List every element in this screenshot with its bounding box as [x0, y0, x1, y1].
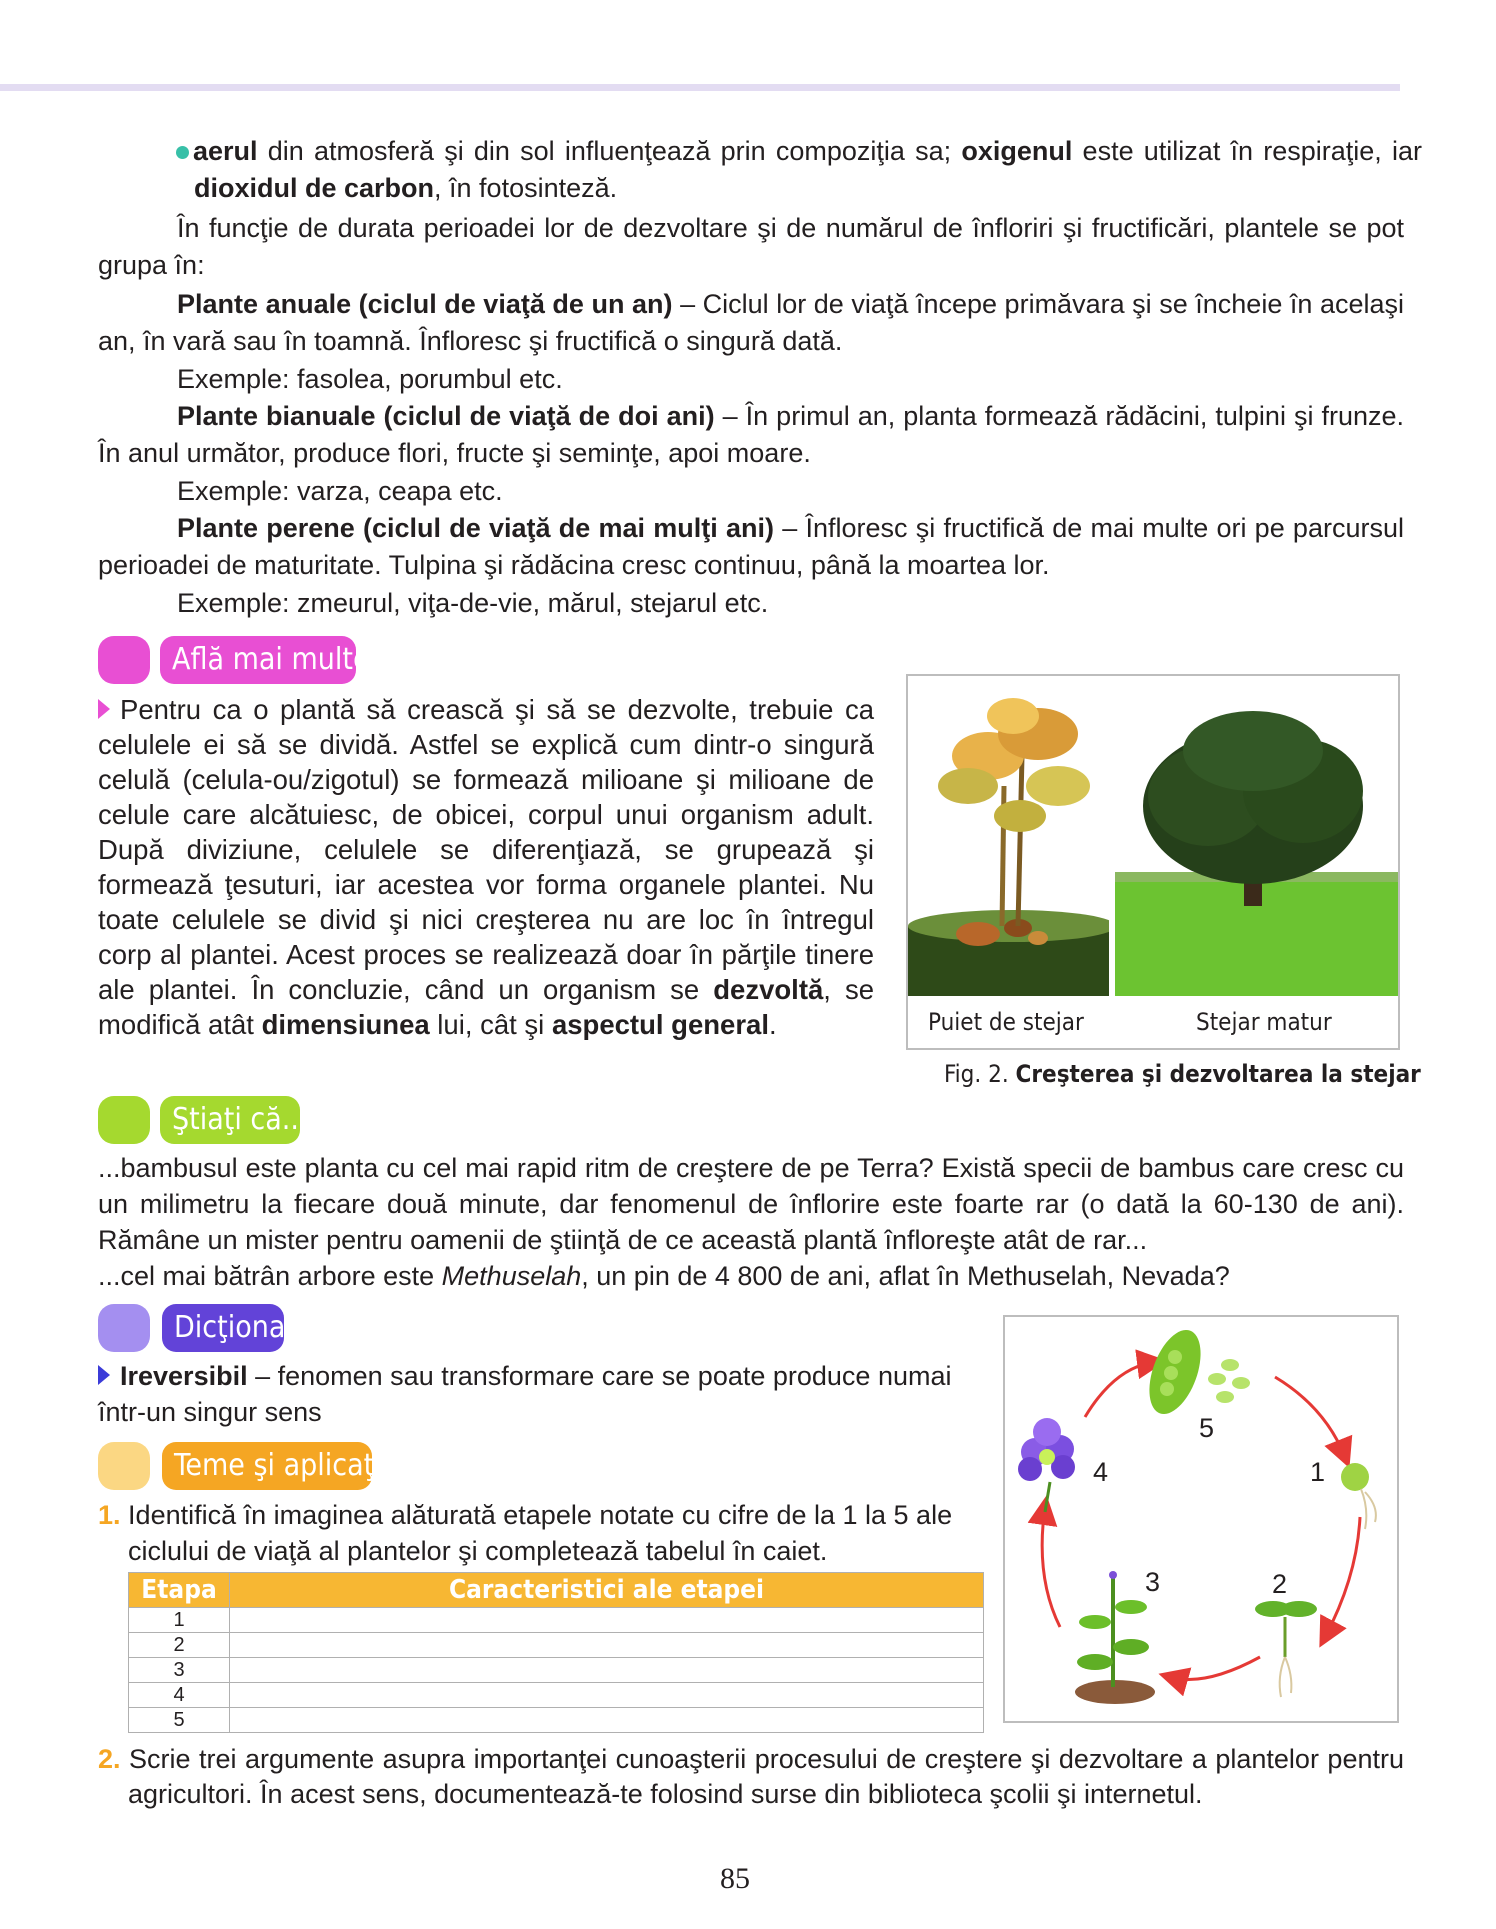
biennial-examples: Exemple: varza, ceapa etc.	[177, 476, 503, 506]
bullet-triangle-icon	[98, 699, 110, 719]
cycle-label-4: 4	[1093, 1457, 1109, 1487]
oak-figure-image	[908, 676, 1398, 1048]
table-header-caracteristici: Caracteristici ale etapei	[230, 1573, 984, 1608]
annual-title: Plante anuale (ciclul de viaţă de un an)	[177, 289, 673, 319]
cycle-label-1: 1	[1310, 1457, 1326, 1487]
perennial-examples: Exemple: zmeurul, viţa-de-vie, mărul, stejarul etc.	[177, 588, 769, 618]
life-cycle-diagram	[1005, 1317, 1397, 1721]
dictionar-heading: Dicţionar	[162, 1304, 284, 1352]
caption-mature-oak: Stejar matur	[1196, 1008, 1332, 1036]
life-cycle-figure	[1003, 1315, 1399, 1723]
task-2: 2. Scrie trei argumente asupra importanţei cunoaşterii procesului de creştere şi dezvoltare a plantelor pentru agricultori. În acest sens, documentează-te folosind surse din biblioteca şcolii şi internetul.	[98, 1744, 1404, 1809]
bullet-triangle-icon	[98, 1365, 110, 1385]
table-row: 4	[129, 1683, 984, 1708]
afla-square-icon	[98, 636, 150, 684]
afla-paragraph: Pentru ca o plantă să crească şi să se dezvolte, trebuie ca celulele ei să se dividă. Astfel se explică cum dintr-o singură celulă (celula-ou/zigotul) se formează milioane şi milioane de celule care alcătuiesc, de obicei, corpul unui organism adult. După diviziune, celulele se diferenţiază, se grupează şi formează ţesuturi, iar acestea vor forma organele plantei. Nu toate celulele se divid şi nici creşterea nu are loc în întregul corp al plantei. Acest proces se realizează doar în părţile tinere ale plantei. În concluzie, când un organism se dezvoltă, se modifică atât dimensiunea lui, cât şi aspectul general.	[98, 694, 875, 1040]
page-number: 85	[720, 1862, 750, 1895]
stages-table	[128, 1572, 984, 1733]
teme-square-icon	[98, 1442, 150, 1490]
term-air: aerul	[193, 136, 258, 166]
task-2-number: 2.	[98, 1744, 121, 1774]
table-row: 5	[129, 1708, 984, 1733]
bullet-dot-icon	[176, 146, 189, 159]
annual-examples: Exemple: fasolea, porumbul etc.	[177, 364, 563, 394]
cycle-label-5: 5	[1199, 1413, 1215, 1443]
cycle-label-3: 3	[1145, 1567, 1161, 1597]
teme-heading: Teme şi aplicaţii	[162, 1442, 372, 1490]
stiati-square-icon	[98, 1096, 150, 1144]
task-1: 1. Identifică în imaginea alăturată etapele notate cu cifre de la 1 la 5 ale ciclului de viaţă al plantelor şi completează tabelul în caiet.	[98, 1500, 953, 1566]
air-bullet-paragraph: aerul din atmosferă şi din sol influenţează prin compoziţia sa; oxigenul este utilizat în respiraţie, iar dioxidul de carbon, în fotosinteză.	[176, 133, 1422, 207]
top-decorative-bar	[0, 84, 1400, 91]
stiati-paragraph-1: ...bambusul este planta cu cel mai rapid ritm de creştere de pe Terra? Există specii de bambus care cresc cu un milimetru la fiecare două minute, dar fenomenul de înflorire este foarte rar (o dată la 60-130 de ani). Rămâne un mister pentru oamenii de ştiinţă de ce această plantă înfloreşte atât de rar...	[98, 1153, 1404, 1255]
afla-heading: Află mai multe!	[160, 636, 356, 684]
task-1-number: 1.	[98, 1500, 121, 1530]
table-row: 2	[129, 1633, 984, 1658]
stiati-paragraph-2: ...cel mai bătrân arbore este Methuselah, un pin de 4 800 de ani, aflat în Methuselah, Nevada?	[98, 1261, 1230, 1291]
term-ireversibil: Ireversibil	[120, 1361, 248, 1391]
annual-paragraph: Plante anuale (ciclul de viaţă de un an) – Ciclul lor de viaţă începe primăvara şi se încheie în acelaşi an, în vară sau în toamnă. Înfloresc şi fructifică o singură dată.	[98, 289, 1405, 356]
perennial-title: Plante perene (ciclul de viaţă de mai mulţi ani)	[177, 513, 774, 543]
table-row: 1	[129, 1608, 984, 1633]
biennial-title: Plante bianuale (ciclul de viaţă de doi ani)	[177, 401, 715, 431]
stiati-heading: Ştiaţi că...	[160, 1096, 300, 1144]
biennial-paragraph: Plante bianuale (ciclul de viaţă de doi ani) – În primul an, planta formează rădăcini, tulpini şi frunze. În anul următor, produce flori, fructe şi seminţe, apoi moare.	[98, 401, 1404, 468]
dictionar-definition: Ireversibil – fenomen sau transformare care se poate produce numai într-un singur sens	[98, 1361, 952, 1427]
table-row: 3	[129, 1658, 984, 1683]
figure-caption: Fig. 2. Creşterea şi dezvoltarea la stejar	[944, 1060, 1421, 1088]
perennial-paragraph: Plante perene (ciclul de viaţă de mai mulţi ani) – Înfloresc şi fructifică de mai multe ori pe parcursul perioadei de maturitate. Tulpina şi rădăcina cresc continuu, până la moartea lor.	[98, 513, 1404, 580]
table-header-etapa: Etapa	[129, 1573, 230, 1608]
dictionar-square-icon	[98, 1304, 150, 1352]
oak-figure	[906, 674, 1400, 1050]
cycle-label-2: 2	[1272, 1569, 1288, 1599]
caption-seedling: Puiet de stejar	[928, 1008, 1084, 1036]
intro-paragraph: În funcţie de durata perioadei lor de dezvoltare şi de numărul de înfloriri şi fructificări, plantele se pot grupa în:	[98, 213, 1404, 280]
